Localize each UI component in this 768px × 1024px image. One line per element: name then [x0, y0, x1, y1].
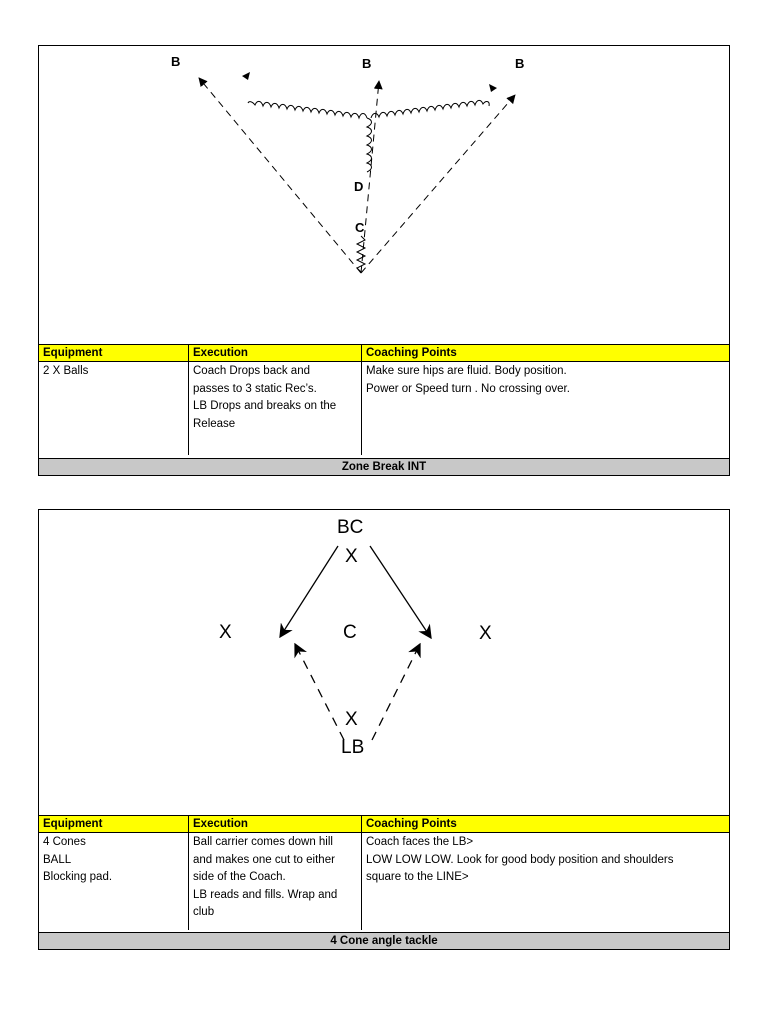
cone-left: X — [219, 622, 232, 643]
coaching-point-line: Make sure hips are fluid. Body position. — [366, 365, 567, 377]
pass-route-right — [361, 95, 515, 273]
arrowhead-right-coil — [489, 84, 497, 92]
header-equipment: Equipment — [39, 816, 189, 832]
coaching-point-line: square to the LINE> — [366, 871, 469, 883]
execution-cell — [189, 833, 362, 930]
ball-carrier-path-right — [370, 546, 431, 638]
table-row — [39, 362, 729, 455]
cone-right: X — [479, 623, 492, 644]
ball-carrier-label: BC — [337, 517, 364, 538]
equipment-cell — [39, 362, 189, 455]
execution-line: LB reads and fills. Wrap and — [193, 888, 338, 901]
execution-line: side of the Coach. — [193, 871, 286, 883]
table-row — [39, 833, 729, 930]
execution-line: Release — [193, 417, 236, 430]
receiver-label-right: B — [515, 56, 525, 71]
equipment-cell — [39, 833, 189, 930]
drill-table — [39, 344, 729, 455]
drill-card-zone-break-int — [38, 45, 730, 476]
ball-carrier-path-left — [280, 546, 338, 637]
receiver-label-center: B — [362, 56, 372, 71]
execution-line: Ball carrier comes down hill — [193, 836, 333, 848]
header-execution: Execution — [189, 345, 362, 361]
execution-line: LB Drops and breaks on the — [193, 400, 337, 412]
receiver-label-left: B — [171, 54, 181, 69]
lb-break-coil-left — [248, 101, 367, 118]
execution-line: club — [193, 906, 215, 918]
equipment-line: 4 Cones — [43, 836, 86, 848]
lb-break-coil-right — [371, 100, 489, 118]
header-equipment: Equipment — [39, 345, 189, 361]
pass-route-left — [199, 78, 364, 273]
equipment-line: Blocking pad. — [43, 871, 113, 883]
zone-break-diagram — [39, 46, 729, 344]
defender-label: D — [354, 179, 364, 194]
equipment-line: 2 X Balls — [43, 365, 89, 377]
execution-line: and makes one cut to either — [193, 853, 335, 866]
coaching-point-line: LOW LOW LOW. Look for good body position and shoulders — [366, 853, 674, 866]
equipment-line: BALL — [43, 853, 72, 866]
execution-cell — [189, 362, 362, 455]
execution-line: passes to 3 static Rec’s. — [193, 382, 317, 395]
drill-title-bar: 4 Cone angle tackle — [39, 932, 729, 949]
lb-fill-path-right — [372, 644, 420, 740]
coaching-points-cell — [362, 833, 729, 930]
drill-diagram — [39, 46, 729, 344]
linebacker-label: LB — [341, 737, 365, 758]
angle-tackle-diagram — [39, 510, 729, 815]
coaching-point-line: Power or Speed turn . No crossing over. — [366, 382, 570, 395]
lb-fill-path-left — [295, 644, 344, 740]
drill-card-4-cone-angle-tackle — [38, 509, 730, 950]
header-execution: Execution — [189, 816, 362, 832]
coaching-point-line: Coach faces the LB> — [366, 836, 474, 848]
arrowhead-left-coil — [242, 72, 250, 80]
table-header-row — [39, 345, 729, 362]
drill-title-bar: Zone Break INT — [39, 458, 729, 475]
pass-route-center — [361, 81, 379, 273]
drill-diagram — [39, 510, 729, 815]
header-coaching-points: Coaching Points — [366, 818, 457, 830]
cone-top: X — [345, 546, 358, 567]
table-header-row — [39, 816, 729, 833]
coaching-points-cell — [362, 362, 729, 455]
coach-label: C — [343, 622, 357, 643]
coach-label: C — [355, 220, 365, 235]
execution-line: Coach Drops back and — [193, 365, 310, 377]
coach-drop-squiggle — [357, 236, 365, 272]
drill-table — [39, 815, 729, 930]
header-coaching-points: Coaching Points — [366, 347, 457, 359]
cone-bottom: X — [345, 709, 358, 730]
